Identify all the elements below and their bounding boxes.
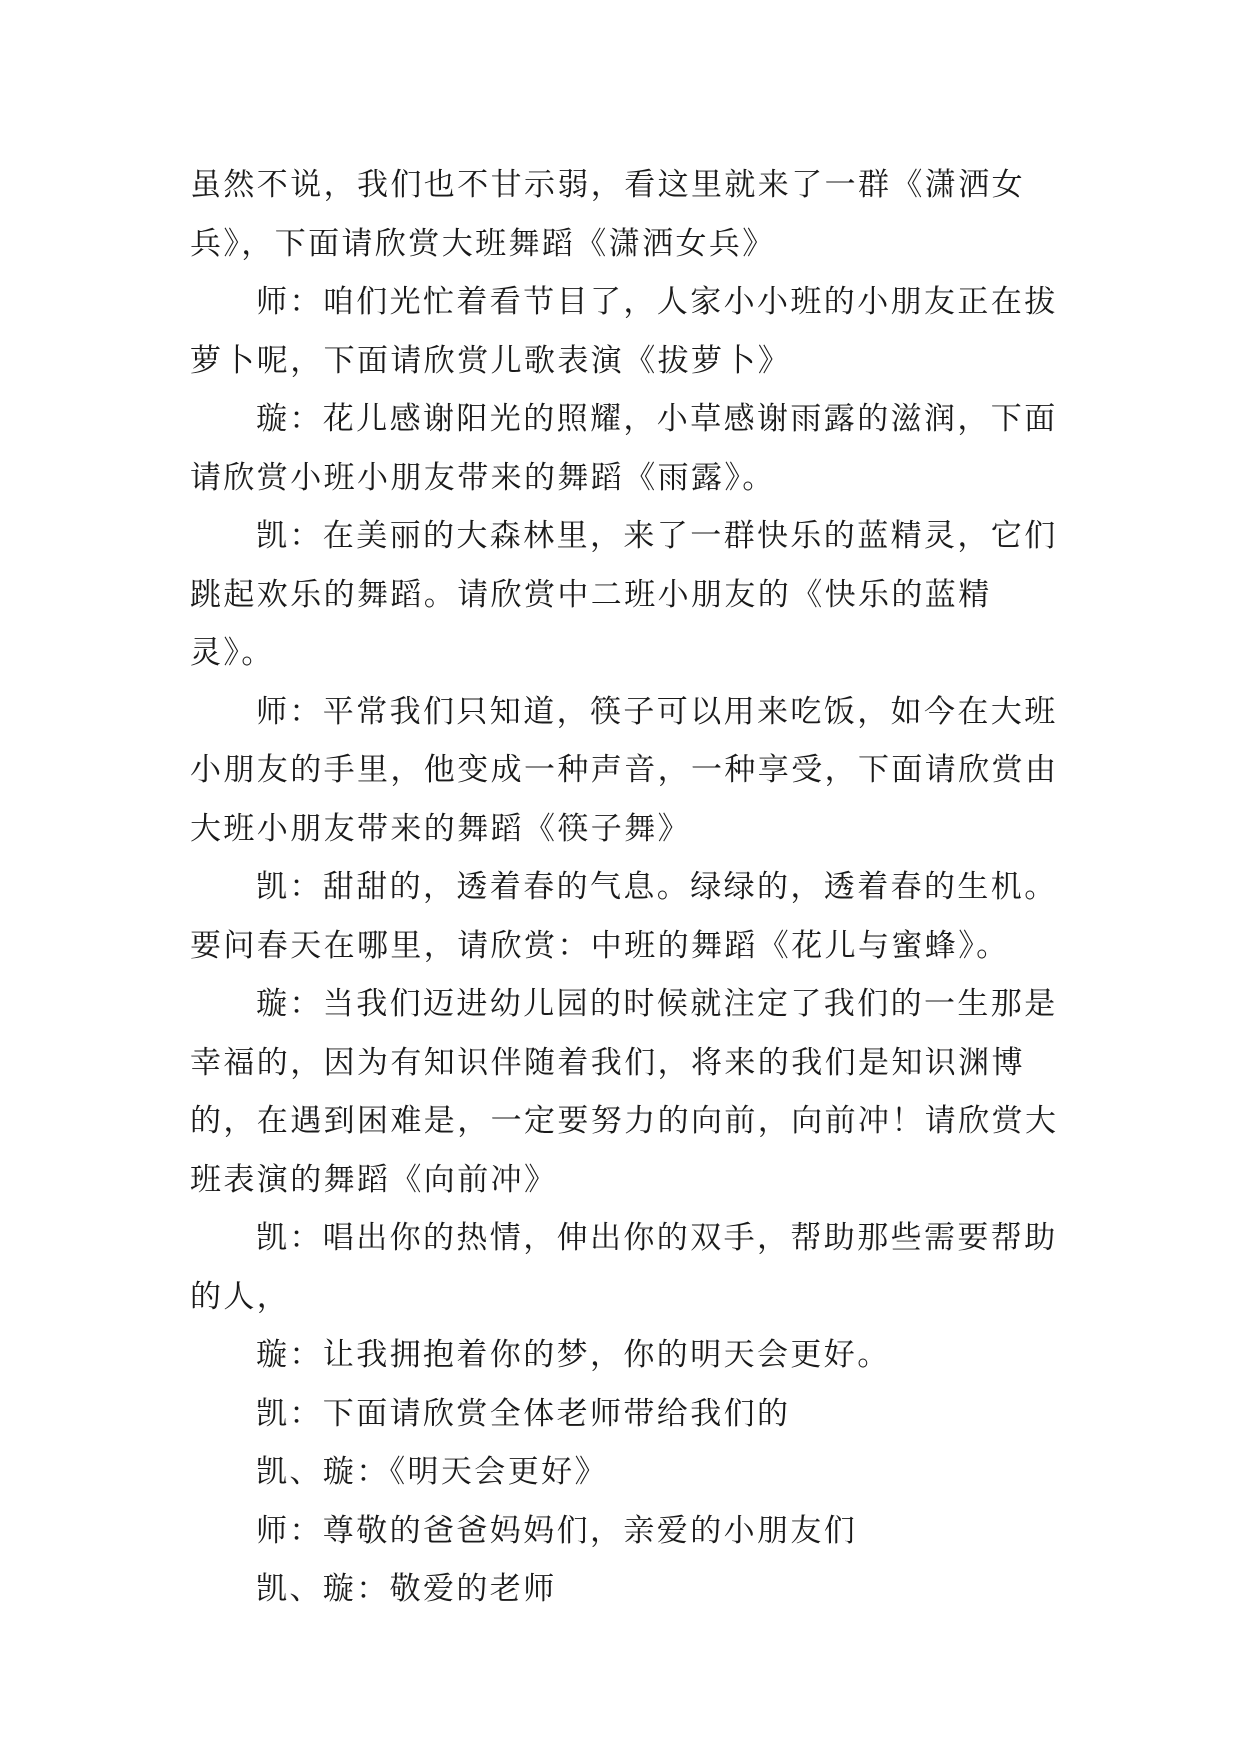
paragraph-4: 凯：在美丽的大森林里，来了一群快乐的蓝精灵，它们跳起欢乐的舞蹈。请欣赏中二班小朋友的《快乐的蓝精灵》。	[190, 518, 1058, 671]
paragraph-8: 凯：唱出你的热情，伸出你的双手，帮助那些需要帮助的人，	[190, 1220, 1058, 1315]
paragraph-5: 师：平常我们只知道，筷子可以用来吃饭，如今在大班小朋友的手里，他变成一种声音，一种享受，下面请欣赏由大班小朋友带来的舞蹈《筷子舞》	[190, 693, 1059, 847]
paragraph-3: 璇：花儿感谢阳光的照耀，小草感谢雨露的滋润，下面请欣赏小班小朋友带来的舞蹈《雨露》。	[190, 401, 1058, 496]
paragraph-11: 凯、璇：《明天会更好》	[256, 1454, 608, 1490]
paragraph-7: 璇：当我们迈进幼儿园的时候就注定了我们的一生那是幸福的，因为有知识伴随着我们，将来的我们是知识渊博的，在遇到困难是，一定要努力的向前，向前冲！请欣赏大班表演的舞蹈《向前冲》	[190, 986, 1059, 1198]
paragraph-1: 虽然不说，我们也不甘示弱，看这里就来了一群《潇洒女兵》，下面请欣赏大班舞蹈《潇洒女兵》	[190, 167, 1025, 262]
paragraph-10: 凯：下面请欣赏全体老师带给我们的	[256, 1395, 791, 1432]
document-body	[190, 156, 1070, 1619]
paragraph-6: 凯：甜甜的，透着春的气息。绿绿的，透着春的生机。要问春天在哪里，请欣赏：中班的舞蹈《花儿与蜜蜂》。	[190, 869, 1058, 964]
paragraph-12: 师：尊敬的爸爸妈妈们，亲爱的小朋友们	[256, 1512, 858, 1549]
paragraph-13: 凯、璇：敬爱的老师	[256, 1571, 557, 1607]
paragraph-2: 师：咱们光忙着看节目了，人家小小班的小朋友正在拔萝卜呢，下面请欣赏儿歌表演《拔萝卜》	[190, 284, 1058, 379]
paragraph-9: 璇：让我拥抱着你的梦，你的明天会更好。	[256, 1337, 891, 1373]
